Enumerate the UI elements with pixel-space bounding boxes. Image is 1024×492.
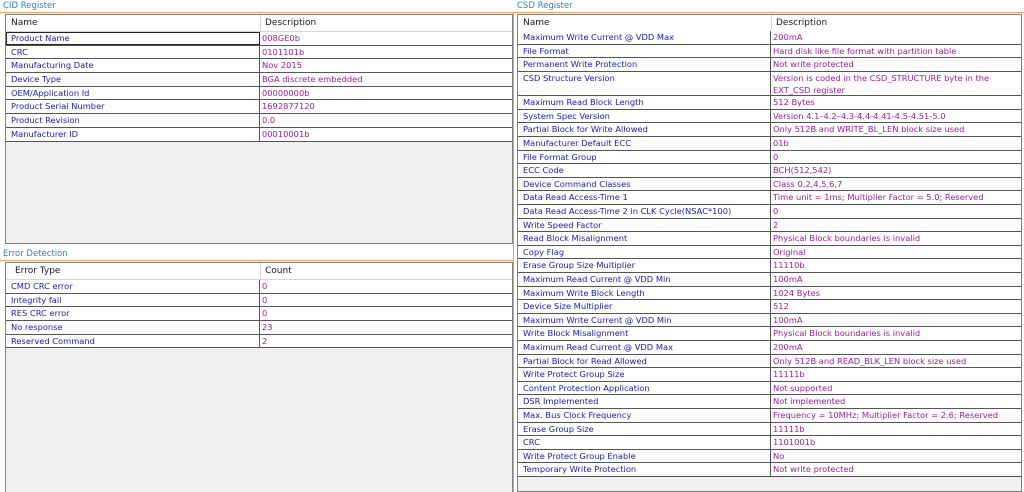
- table-row[interactable]: [518, 395, 1021, 409]
- table-row[interactable]: [518, 110, 1021, 124]
- row-value-cell[interactable]: 11111b: [773, 423, 805, 434]
- row-name-cell[interactable]: File Format Group: [518, 151, 771, 164]
- table-row[interactable]: [6, 307, 512, 321]
- cid-register-title: CID Register: [3, 1, 56, 11]
- row-value-cell[interactable]: Version 4.1–4.2–4.3-4.4-4.41-4.5-4.51-5.0: [773, 110, 946, 121]
- csd-register-group: [514, 0, 1024, 492]
- row-value-cell[interactable]: 0: [262, 308, 268, 319]
- table-row[interactable]: [518, 259, 1021, 273]
- row-value-cell[interactable]: Original: [773, 246, 806, 257]
- table-row[interactable]: [518, 96, 1021, 110]
- csd-rows: [518, 31, 1021, 477]
- row-name-cell[interactable]: CRC: [6, 46, 260, 59]
- row-name-cell[interactable]: Data Read Access-Time 1: [518, 191, 771, 204]
- row-name-cell[interactable]: CMD CRC error: [6, 280, 260, 293]
- table-row[interactable]: [518, 246, 1021, 260]
- row-name-cell[interactable]: Product Serial Number: [6, 100, 260, 113]
- row-name-cell[interactable]: Partial Block for Read Allowed: [518, 355, 771, 368]
- row-name-cell[interactable]: Maximum Write Block Length: [518, 287, 771, 300]
- table-row[interactable]: [6, 32, 512, 46]
- row-value-cell[interactable]: Not write protected: [773, 59, 854, 70]
- row-value-cell[interactable]: 100mA: [773, 274, 803, 284]
- row-value-cell[interactable]: Hard disk like file format with partition table: [773, 45, 957, 56]
- row-name-cell[interactable]: OEM/Application Id: [6, 87, 260, 100]
- row-name-cell[interactable]: Device Command Classes: [518, 178, 771, 191]
- column-header-name[interactable]: Name: [11, 18, 38, 28]
- table-row[interactable]: [6, 335, 512, 349]
- row-name-cell[interactable]: Maximum Read Current @ VDD Max: [518, 341, 771, 354]
- row-name-cell[interactable]: Product Name: [6, 32, 260, 45]
- table-row[interactable]: [6, 280, 512, 294]
- table-row[interactable]: [518, 137, 1021, 151]
- row-value-cell[interactable]: Version is coded in the CSD_STRUCTURE byte in the EXT_CSD register: [773, 72, 990, 96]
- table-row[interactable]: [518, 300, 1021, 314]
- row-value-cell[interactable]: 2: [773, 219, 779, 230]
- row-name-cell[interactable]: ECC Code: [518, 164, 771, 177]
- table-row[interactable]: [518, 123, 1021, 137]
- row-name-cell[interactable]: Maximum Write Current @ VDD Max: [518, 31, 771, 44]
- row-name-cell[interactable]: Write Block Misalignment: [518, 327, 771, 340]
- row-value-cell[interactable]: 1024 Bytes: [773, 287, 821, 298]
- row-name-cell[interactable]: Manufacturer ID: [6, 128, 260, 141]
- table-row[interactable]: [518, 45, 1021, 59]
- row-value-cell[interactable]: Not implemented: [773, 396, 846, 407]
- row-name-cell[interactable]: Temporary Write Protection: [518, 463, 771, 476]
- table-row[interactable]: [518, 219, 1021, 233]
- row-name-cell[interactable]: Write Protect Group Enable: [518, 450, 771, 463]
- row-value-cell[interactable]: Time unit = 1ms; Multiplier Factor = 5.0; Reserved: [773, 192, 984, 203]
- cid-register-group: [0, 0, 514, 246]
- row-name-cell[interactable]: Content Protection Application: [518, 382, 771, 395]
- table-row[interactable]: [518, 341, 1021, 355]
- error-detection-group: [0, 248, 514, 492]
- row-value-cell[interactable]: Only 512B and READ_BLK_LEN block size used: [773, 355, 967, 366]
- error-detection-title: Error Detection: [3, 249, 68, 259]
- row-value-cell[interactable]: 0: [262, 281, 268, 291]
- row-name-cell[interactable]: Maximum Read Current @ VDD Min: [518, 273, 771, 286]
- row-value-cell[interactable]: 008GE0b: [262, 33, 301, 43]
- row-value-cell[interactable]: 00000000b: [262, 87, 310, 98]
- row-value-cell[interactable]: 512 Bytes: [773, 97, 815, 108]
- table-row[interactable]: [518, 273, 1021, 287]
- row-value-cell[interactable]: 0: [262, 294, 268, 305]
- row-name-cell[interactable]: Read Block Misalignment: [518, 232, 771, 245]
- row-name-cell[interactable]: Data Read Access-Time 2 in CLK Cycle(NSAC*100): [518, 205, 771, 218]
- column-header-error-type[interactable]: Error Type: [15, 266, 61, 276]
- row-value-cell[interactable]: 200mA: [773, 32, 803, 42]
- table-row[interactable]: [518, 436, 1021, 450]
- cid-rows: [6, 32, 512, 142]
- table-row[interactable]: [518, 31, 1021, 45]
- row-value-cell[interactable]: Class 0,2,4,5,6,7: [773, 178, 843, 189]
- table-row[interactable]: [518, 382, 1021, 396]
- row-name-cell[interactable]: Copy Flag: [518, 246, 771, 259]
- row-value-cell[interactable]: 1101001b: [773, 437, 816, 448]
- row-value-cell[interactable]: 0: [773, 206, 779, 217]
- row-value-cell[interactable]: 1692877120: [262, 101, 315, 112]
- row-value-cell[interactable]: Physical Block boundaries is invalid: [773, 328, 921, 339]
- row-value-cell[interactable]: Nov 2015: [262, 60, 302, 71]
- row-name-cell[interactable]: No response: [6, 321, 260, 334]
- row-name-cell[interactable]: Erase Group Size Multiplier: [518, 259, 771, 272]
- row-name-cell[interactable]: Integrity fail: [6, 294, 260, 307]
- error-detection-grid[interactable]: [5, 262, 513, 492]
- column-header-name[interactable]: Name: [523, 18, 550, 28]
- table-row[interactable]: [518, 450, 1021, 464]
- row-value-cell[interactable]: Not supported: [773, 382, 833, 393]
- table-row[interactable]: [6, 321, 512, 335]
- table-row[interactable]: [6, 73, 512, 87]
- csd-register-grid[interactable]: [517, 14, 1022, 492]
- table-row[interactable]: [6, 100, 512, 114]
- row-name-cell[interactable]: Device Type: [6, 73, 260, 86]
- row-name-cell[interactable]: Maximum Write Current @ VDD Min: [518, 314, 771, 327]
- row-value-cell[interactable]: 11111b: [773, 369, 805, 380]
- row-name-cell[interactable]: File Format: [518, 45, 771, 58]
- row-value-cell[interactable]: 0: [773, 151, 779, 162]
- column-header-description[interactable]: Description: [265, 18, 317, 28]
- row-name-cell[interactable]: Product Revision: [6, 114, 260, 127]
- row-name-cell[interactable]: Max. Bus Clock Frequency: [518, 409, 771, 422]
- table-row[interactable]: [518, 287, 1021, 301]
- row-value-cell[interactable]: 0101101b: [262, 46, 305, 57]
- row-value-cell[interactable]: 0.0: [262, 115, 276, 126]
- row-value-cell[interactable]: Only 512B and WRITE_BL_LEN block size used: [773, 124, 965, 135]
- row-name-cell[interactable]: Maximum Read Block Length: [518, 96, 771, 109]
- row-name-cell[interactable]: Device Size Multiplier: [518, 300, 771, 313]
- row-value-cell[interactable]: 01b: [773, 138, 789, 149]
- table-row[interactable]: [518, 72, 1021, 97]
- table-row[interactable]: [518, 327, 1021, 341]
- table-row[interactable]: [518, 355, 1021, 369]
- row-value-cell[interactable]: Frequency = 10MHz; Multiplier Factor = 2.6; Reserved: [773, 409, 999, 420]
- row-name-cell[interactable]: Manufacturing Date: [6, 59, 260, 72]
- table-row[interactable]: [518, 178, 1021, 192]
- row-name-cell[interactable]: Write Speed Factor: [518, 219, 771, 232]
- row-value-cell[interactable]: 100mA: [773, 314, 803, 325]
- row-value-cell[interactable]: 2: [262, 335, 268, 346]
- cid-grid-header: [6, 15, 512, 32]
- horizontal-splitter[interactable]: [0, 260, 514, 261]
- vertical-splitter[interactable]: [513, 12, 514, 492]
- row-value-cell[interactable]: Physical Block boundaries is invalid: [773, 233, 921, 244]
- table-row[interactable]: [518, 463, 1021, 477]
- row-name-cell[interactable]: Permanent Write Protection: [518, 58, 771, 71]
- row-value-cell[interactable]: BGA discrete embedded: [262, 74, 363, 85]
- row-value-cell[interactable]: Not write protected: [773, 464, 854, 475]
- row-name-cell[interactable]: Reserved Command: [6, 335, 260, 348]
- table-row[interactable]: [6, 128, 512, 142]
- error-grid-header: [6, 263, 512, 280]
- cid-register-grid[interactable]: [5, 14, 513, 244]
- row-name-cell[interactable]: Write Protect Group Size: [518, 368, 771, 381]
- row-name-cell[interactable]: Partial Block for Write Allowed: [518, 123, 771, 136]
- row-name-cell[interactable]: Erase Group Size: [518, 423, 771, 436]
- row-value-cell[interactable]: BCH(512,542): [773, 165, 832, 176]
- row-value-cell[interactable]: 00010001b: [262, 128, 310, 139]
- row-value-cell[interactable]: 200mA: [773, 341, 803, 352]
- table-row[interactable]: [6, 87, 512, 101]
- table-row[interactable]: [6, 114, 512, 128]
- group-divider: [514, 12, 1024, 13]
- table-row[interactable]: [518, 205, 1021, 219]
- table-row[interactable]: [6, 59, 512, 73]
- row-value-cell[interactable]: 11110b: [773, 260, 805, 271]
- table-row[interactable]: [518, 191, 1021, 205]
- table-row[interactable]: [518, 232, 1021, 246]
- table-row[interactable]: [6, 46, 512, 60]
- table-row[interactable]: [518, 151, 1021, 165]
- table-row[interactable]: [518, 409, 1021, 423]
- row-name-cell[interactable]: CRC: [518, 436, 771, 449]
- table-row[interactable]: [6, 294, 512, 308]
- row-value-cell[interactable]: No: [773, 450, 785, 461]
- row-name-cell[interactable]: Manufacturer Default ECC: [518, 137, 771, 150]
- row-value-cell[interactable]: 23: [262, 322, 273, 333]
- csd-register-title: CSD Register: [517, 1, 573, 11]
- row-name-cell[interactable]: DSR Implemented: [518, 395, 771, 408]
- row-name-cell[interactable]: System Spec Version: [518, 110, 771, 123]
- row-value-cell[interactable]: 512: [773, 301, 789, 312]
- row-name-cell[interactable]: CSD Structure Version: [518, 72, 771, 96]
- row-name-cell[interactable]: RES CRC error: [6, 307, 260, 320]
- table-row[interactable]: [518, 164, 1021, 178]
- table-row[interactable]: [518, 314, 1021, 328]
- table-row[interactable]: [518, 58, 1021, 72]
- column-header-count[interactable]: Count: [265, 266, 292, 276]
- csd-grid-header: [518, 15, 1021, 32]
- error-rows: [6, 280, 512, 348]
- column-header-description[interactable]: Description: [776, 18, 828, 28]
- table-row[interactable]: [518, 423, 1021, 437]
- table-row[interactable]: [518, 368, 1021, 382]
- group-divider: [0, 12, 514, 13]
